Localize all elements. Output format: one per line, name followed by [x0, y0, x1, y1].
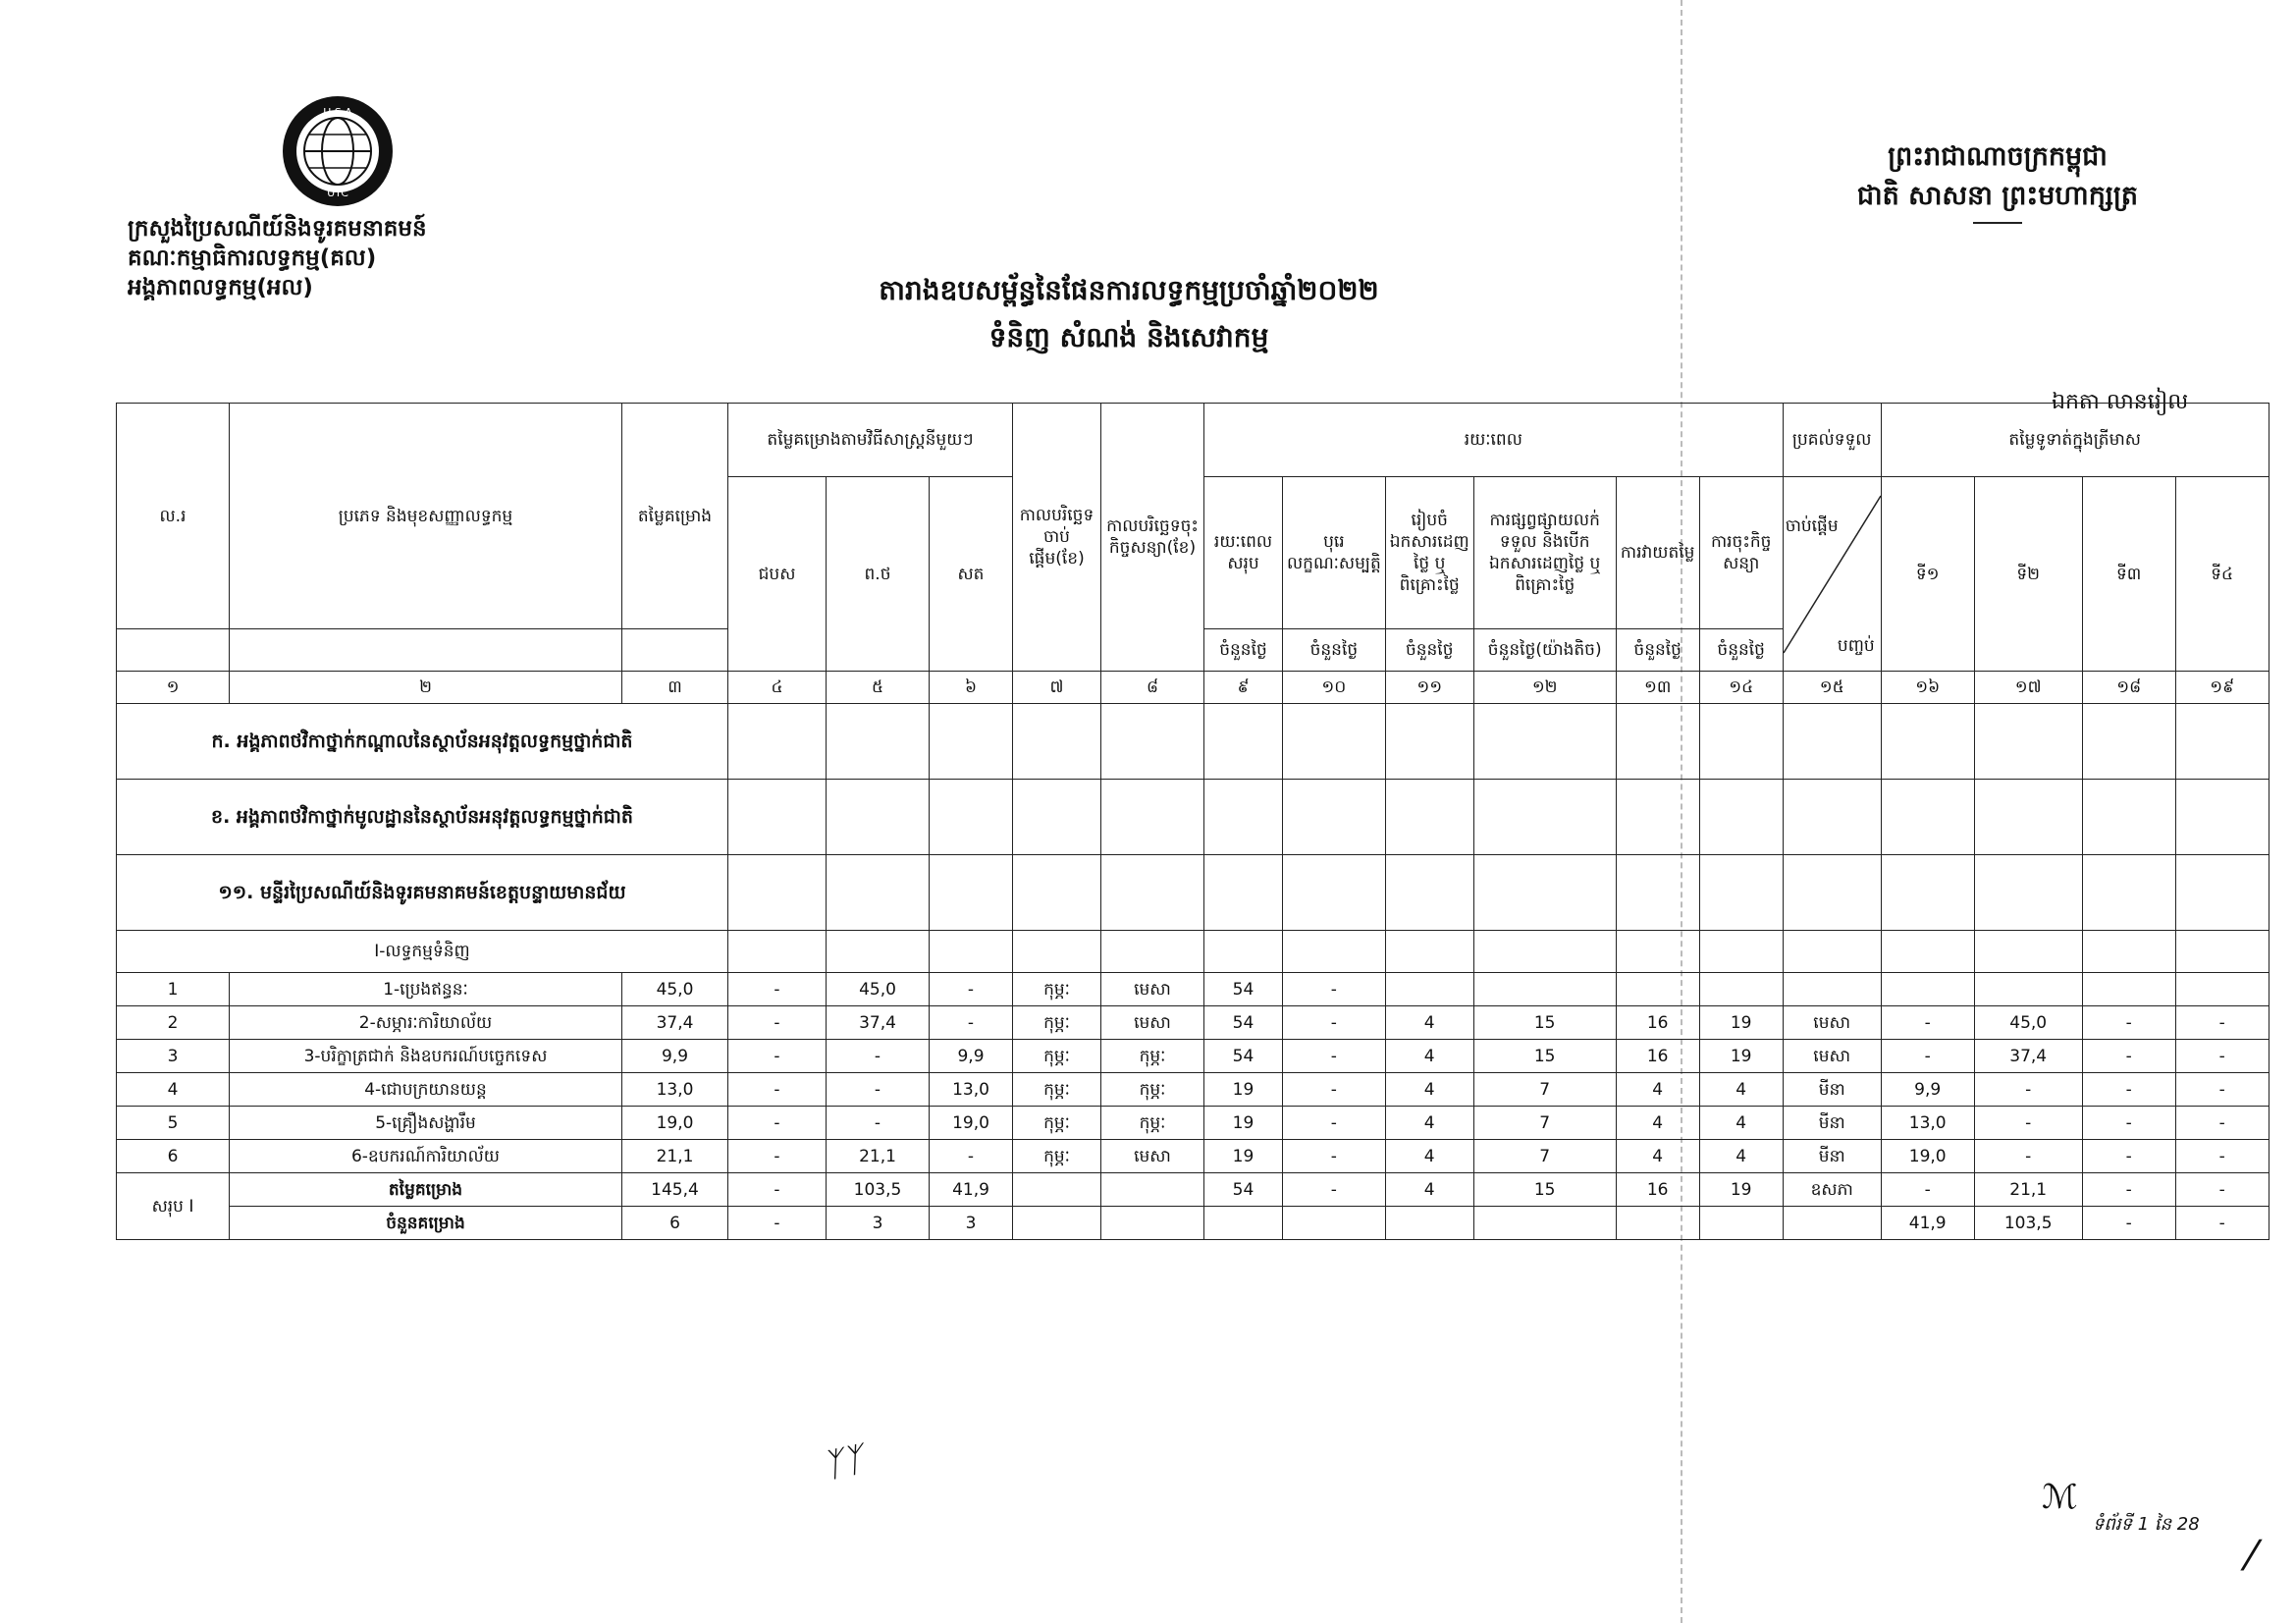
row-advert-days: 7: [1473, 1073, 1616, 1107]
currency-unit: ឯកតា លានរៀល: [2052, 390, 2189, 414]
col-contract-date-header: កាលបរិច្ឆេទចុះកិច្ចសន្យា(ខែ): [1101, 404, 1204, 672]
days-label: ចំនួនថ្ងៃ: [1699, 629, 1783, 672]
col-total-duration-header: រយៈពេលសរុប: [1204, 477, 1283, 629]
row-method-1: -: [728, 1040, 827, 1073]
row-total-days: 19: [1204, 1107, 1283, 1140]
row-estimate: 45,0: [622, 973, 728, 1006]
row-method-3: 13,0: [930, 1073, 1013, 1107]
col-advertising-header: ការផ្សព្វផ្សាយលក់ ទទួល និងបើកឯកសារដេញថ្លៃ ឬ ពិគ្រោះថ្លៃ: [1473, 477, 1616, 629]
extra-q1: -: [1881, 1173, 1974, 1207]
row-eval-days: 16: [1616, 1006, 1699, 1040]
section-b11-row: [117, 855, 2269, 931]
row-q3: -: [2082, 1107, 2175, 1140]
summary-count-m1: -: [728, 1207, 827, 1240]
summary-estimate-m3: 41,9: [930, 1173, 1013, 1207]
row-name: 5-គ្រឿងសង្ហារឹម: [230, 1107, 622, 1140]
row-start: កុម្ភៈ: [1013, 1107, 1101, 1140]
title-line-2: ទំនិញ សំណង់ និងសេវាកម្ម: [988, 321, 1269, 353]
committee-name: គណៈកម្មាធិការលទ្ធកម្ម(គល): [128, 245, 377, 271]
row-prequal-days: -: [1283, 973, 1386, 1006]
kingdom-name: ព្រះរាជាណាចក្រកម្ពុជា: [1888, 141, 2108, 172]
row-prep-days: 4: [1385, 1040, 1473, 1073]
col-q1-header: ទី១: [1881, 477, 1974, 672]
row-start: កុម្ភៈ: [1013, 1073, 1101, 1107]
row-prep-days: 4: [1385, 1107, 1473, 1140]
col-quarter-group-header: តម្លៃទូទាត់ក្នុងត្រីមាស: [1881, 404, 2269, 477]
row-signing-days: 19: [1699, 1006, 1783, 1040]
col-number: ២: [230, 672, 622, 704]
row-advert-days: 15: [1473, 1006, 1616, 1040]
days-label: ចំនួនថ្ងៃ: [1616, 629, 1699, 672]
col-number: ៥: [827, 672, 930, 704]
row-name: 3-បរិក្ខាត្រជាក់ និងឧបករណ៍បច្ចេកទេស: [230, 1040, 622, 1073]
section-b-row: [117, 780, 2269, 855]
row-advert-days: [1473, 973, 1616, 1006]
row-q4: -: [2175, 1107, 2269, 1140]
row-q1: -: [1881, 1040, 1974, 1073]
row-name: 2-សម្ភារៈការិយាល័យ: [230, 1006, 622, 1040]
row-start: កុម្ភៈ: [1013, 1140, 1101, 1173]
col-method-group-header: តម្លៃគម្រោងតាមវិធីសាស្ត្រនីមួយៗ: [728, 404, 1013, 477]
row-contract: កុម្ភៈ: [1101, 1040, 1204, 1073]
col-blank: [117, 629, 230, 672]
row-method-2: -: [827, 1107, 930, 1140]
table-row: [117, 1006, 2269, 1040]
row-no: 3: [117, 1040, 230, 1073]
row-signing-days: 4: [1699, 1140, 1783, 1173]
row-eval-days: [1616, 973, 1699, 1006]
row-estimate: 13,0: [622, 1073, 728, 1107]
row-name: 4-ជោបក្រយានយន្ត: [230, 1073, 622, 1107]
row-delivery: មេសា: [1783, 1040, 1881, 1073]
row-prep-days: 4: [1385, 1006, 1473, 1040]
row-method-3: 9,9: [930, 1040, 1013, 1073]
row-q4: -: [2175, 1140, 2269, 1173]
col-number: ១៩: [2175, 672, 2269, 704]
col-delivery-start-end: [1783, 477, 1881, 672]
row-signing-days: 4: [1699, 1073, 1783, 1107]
extra-total-days: 54: [1204, 1173, 1283, 1207]
summary-estimate-label: តម្លៃគម្រោង: [230, 1173, 622, 1207]
row-prequal-days: -: [1283, 1006, 1386, 1040]
col-number: ១៧: [1974, 672, 2082, 704]
row-q2: [1974, 973, 2082, 1006]
row-contract: មេសា: [1101, 1006, 1204, 1040]
row-q1: 9,9: [1881, 1073, 1974, 1107]
row-start: កុម្ភៈ: [1013, 973, 1101, 1006]
row-method-2: 45,0: [827, 973, 930, 1006]
row-start: កុម្ភៈ: [1013, 1040, 1101, 1073]
summary-count-q4: -: [2175, 1207, 2269, 1240]
group-title: I-លទ្ធកម្មទំនិញ: [117, 931, 728, 973]
svg-text:U·S·A: U·S·A: [323, 106, 352, 119]
col-blank: [230, 629, 622, 672]
summary-label: សរុប I: [117, 1173, 230, 1240]
row-q1: -: [1881, 1006, 1974, 1040]
days-label: ចំនួនថ្ងៃ: [1283, 629, 1386, 672]
summary-row-count: [117, 1207, 2269, 1240]
col-type-header: ប្រភេទ និងមុខសញ្ញាលទ្ធកម្ម: [230, 404, 622, 629]
row-delivery: មីនា: [1783, 1140, 1881, 1173]
col-q3-header: ទី៣: [2082, 477, 2175, 672]
section-b-title: ខ. អង្គភាពថវិកាថ្នាក់មូលដ្ឋាននៃស្ថាប័នអនុវត្តលទ្ធកម្មថ្នាក់ជាតិ: [117, 780, 728, 855]
delivery-start-label: ចាប់ផ្តើម: [1785, 515, 1839, 536]
col-method-2-header: ព.ថ: [827, 477, 930, 672]
row-method-3: -: [930, 973, 1013, 1006]
row-q2: -: [1974, 1073, 2082, 1107]
row-q2: 37,4: [1974, 1040, 2082, 1073]
col-number: ៦: [930, 672, 1013, 704]
row-contract: កុម្ភៈ: [1101, 1073, 1204, 1107]
row-method-1: -: [728, 973, 827, 1006]
row-eval-days: 16: [1616, 1040, 1699, 1073]
summary-row-estimate: [117, 1173, 2269, 1207]
row-total-days: 19: [1204, 1140, 1283, 1173]
row-method-1: -: [728, 1107, 827, 1140]
row-q4: -: [2175, 1006, 2269, 1040]
row-estimate: 21,1: [622, 1140, 728, 1173]
row-method-2: -: [827, 1073, 930, 1107]
col-number: ១៣: [1616, 672, 1699, 704]
ministry-name: ក្រសួងប្រៃសណីយ៍និងទូរគមនាគមន៍: [128, 216, 427, 242]
row-no: 2: [117, 1006, 230, 1040]
table-row: [117, 1073, 2269, 1107]
extra-prequal-days: -: [1283, 1173, 1386, 1207]
row-method-2: 21,1: [827, 1140, 930, 1173]
motto-divider: [1973, 222, 2022, 224]
col-number: ១៨: [2082, 672, 2175, 704]
row-prequal-days: -: [1283, 1140, 1386, 1173]
kingdom-motto: [1836, 137, 2160, 224]
row-contract: មេសា: [1101, 973, 1204, 1006]
row-method-2: 37,4: [827, 1006, 930, 1040]
extra-q3: -: [2082, 1173, 2175, 1207]
row-estimate: 19,0: [622, 1107, 728, 1140]
row-contract: កុម្ភៈ: [1101, 1107, 1204, 1140]
extra-prep-days: 4: [1385, 1173, 1473, 1207]
extra-q2: 21,1: [1974, 1173, 2082, 1207]
row-name: 1-ប្រេងឥន្ធនៈ: [230, 973, 622, 1006]
row-advert-days: 7: [1473, 1107, 1616, 1140]
row-q4: -: [2175, 1040, 2269, 1073]
table-row: [117, 1040, 2269, 1073]
page-number: ទំព័រទី 1 នៃ 28: [2093, 1514, 2200, 1535]
section-b11-title: ១១. មន្ទីរប្រៃសណីយ៍និងទូរគមនាគមន៍ខេត្តបន្ទាយមានជ័យ: [117, 855, 728, 931]
row-eval-days: 4: [1616, 1107, 1699, 1140]
row-signing-days: 4: [1699, 1107, 1783, 1140]
row-delivery: មេសា: [1783, 1006, 1881, 1040]
col-number: ១២: [1473, 672, 1616, 704]
unit-name: អង្គភាពលទ្ធកម្ម(អល): [128, 275, 313, 300]
table-row: [117, 1140, 2269, 1173]
col-number: ៣: [622, 672, 728, 704]
row-prequal-days: -: [1283, 1107, 1386, 1140]
row-total-days: 54: [1204, 973, 1283, 1006]
delivery-end-label: បញ្ចប់: [1837, 635, 1875, 656]
svg-text:UTC: UTC: [327, 187, 348, 199]
ministry-heading: [128, 214, 427, 302]
col-number: ១០: [1283, 672, 1386, 704]
col-number: ១៤: [1699, 672, 1783, 704]
summary-count-q1: 41,9: [1881, 1207, 1974, 1240]
col-no-header: ល.រ: [117, 404, 230, 629]
summary-count-m3: 3: [930, 1207, 1013, 1240]
col-method-3-header: សត: [930, 477, 1013, 672]
col-number: ១៦: [1881, 672, 1974, 704]
document-title: [687, 267, 1571, 361]
extra-q4: -: [2175, 1173, 2269, 1207]
summary-count-q3: -: [2082, 1207, 2175, 1240]
col-number: ៧: [1013, 672, 1101, 704]
row-no: 6: [117, 1140, 230, 1173]
ministry-logo: [280, 93, 396, 209]
col-q4-header: ទី៤: [2175, 477, 2269, 672]
col-number: ១១: [1385, 672, 1473, 704]
initials-signature: ᛉᛉ: [819, 1439, 867, 1487]
row-q2: 45,0: [1974, 1006, 2082, 1040]
extra-signing-days: 19: [1699, 1173, 1783, 1207]
extra-advert-days: 15: [1473, 1173, 1616, 1207]
col-evaluation-header: ការវាយតម្លៃ: [1616, 477, 1699, 629]
initials-signature-2: ℳ: [2042, 1478, 2078, 1517]
row-method-3: 19,0: [930, 1107, 1013, 1140]
row-advert-days: 15: [1473, 1040, 1616, 1073]
row-method-2: -: [827, 1040, 930, 1073]
row-q4: -: [2175, 1073, 2269, 1107]
row-delivery: [1783, 973, 1881, 1006]
summary-count-label: ចំនួនគម្រោង: [230, 1207, 622, 1240]
row-total-days: 54: [1204, 1040, 1283, 1073]
corner-mark: ⁄: [2248, 1532, 2256, 1580]
table-row: [117, 973, 2269, 1006]
summary-estimate-m1: -: [728, 1173, 827, 1207]
row-method-3: -: [930, 1140, 1013, 1173]
row-no: 4: [117, 1073, 230, 1107]
row-start: កុម្ភៈ: [1013, 1006, 1101, 1040]
procurement-plan-table: [116, 403, 2269, 1240]
row-delivery: មីនា: [1783, 1107, 1881, 1140]
col-number: ៤: [728, 672, 827, 704]
row-name: 6-ឧបករណ៍ការិយាល័យ: [230, 1140, 622, 1173]
row-method-1: -: [728, 1006, 827, 1040]
row-signing-days: [1699, 973, 1783, 1006]
extra-eval-days: 16: [1616, 1173, 1699, 1207]
days-label: ចំនួនថ្ងៃ: [1385, 629, 1473, 672]
row-contract: មេសា: [1101, 1140, 1204, 1173]
days-min-label: ចំនួនថ្ងៃ(យ៉ាងតិច): [1473, 629, 1616, 672]
row-q2: -: [1974, 1140, 2082, 1173]
col-contract-signing-header: ការចុះកិច្ចសន្យា: [1699, 477, 1783, 629]
row-prep-days: [1385, 973, 1473, 1006]
col-blank: [622, 629, 728, 672]
row-signing-days: 19: [1699, 1040, 1783, 1073]
summary-count-q2: 103,5: [1974, 1207, 2082, 1240]
col-q2-header: ទី២: [1974, 477, 2082, 672]
row-q3: -: [2082, 1006, 2175, 1040]
row-q2: -: [1974, 1107, 2082, 1140]
row-no: 5: [117, 1107, 230, 1140]
row-eval-days: 4: [1616, 1073, 1699, 1107]
table-row: [117, 1107, 2269, 1140]
col-number: ១៥: [1783, 672, 1881, 704]
row-q1: 13,0: [1881, 1107, 1974, 1140]
row-q3: [2082, 973, 2175, 1006]
summary-count-total: 6: [622, 1207, 728, 1240]
row-q1: [1881, 973, 1974, 1006]
row-q3: -: [2082, 1040, 2175, 1073]
col-prequalification-header: បុរេលក្ខណៈសម្បត្តិ: [1283, 477, 1386, 629]
row-total-days: 19: [1204, 1073, 1283, 1107]
row-method-1: -: [728, 1073, 827, 1107]
column-number-row: [117, 672, 2269, 704]
group-row: [117, 931, 2269, 973]
summary-count-m2: 3: [827, 1207, 930, 1240]
col-delivery-header: ប្រគល់ទទួល: [1783, 404, 1881, 477]
row-eval-days: 4: [1616, 1140, 1699, 1173]
col-number: ១: [117, 672, 230, 704]
row-q1: 19,0: [1881, 1140, 1974, 1173]
row-q4: [2175, 973, 2269, 1006]
col-number: ៨: [1101, 672, 1204, 704]
row-prequal-days: -: [1283, 1040, 1386, 1073]
row-method-1: -: [728, 1140, 827, 1173]
col-number: ៩: [1204, 672, 1283, 704]
row-prep-days: 4: [1385, 1073, 1473, 1107]
row-method-3: -: [930, 1006, 1013, 1040]
section-a-row: [117, 704, 2269, 780]
row-prep-days: 4: [1385, 1140, 1473, 1173]
col-bid-prep-header: រៀបចំឯកសារដេញថ្លៃ ឬ ពិគ្រោះថ្លៃ: [1385, 477, 1473, 629]
row-advert-days: 7: [1473, 1140, 1616, 1173]
summary-estimate-m2: 103,5: [827, 1173, 930, 1207]
row-q3: -: [2082, 1073, 2175, 1107]
col-method-1-header: ជបស: [728, 477, 827, 672]
row-delivery: មីនា: [1783, 1073, 1881, 1107]
row-prequal-days: -: [1283, 1073, 1386, 1107]
row-no: 1: [117, 973, 230, 1006]
row-total-days: 54: [1204, 1006, 1283, 1040]
section-a-title: ក. អង្គភាពថវិកាថ្នាក់កណ្តាលនៃស្ថាប័នអនុវត្តលទ្ធកម្មថ្នាក់ជាតិ: [117, 704, 728, 780]
title-line-1: តារាងឧបសម្ព័ន្ធនៃផែនការលទ្ធកម្មប្រចាំឆ្នាំ២០២២: [879, 274, 1379, 306]
col-start-date-header: កាលបរិច្ឆេទចាប់ផ្តើម(ខែ): [1013, 404, 1101, 672]
kingdom-motto-line: ជាតិ សាសនា ព្រះមហាក្សត្រ: [1856, 181, 2139, 211]
days-label: ចំនួនថ្ងៃ: [1204, 629, 1283, 672]
col-duration-group-header: រយៈពេល: [1204, 404, 1784, 477]
col-estimate-header: តម្លៃគម្រោង: [622, 404, 728, 629]
row-q3: -: [2082, 1140, 2175, 1173]
row-estimate: 9,9: [622, 1040, 728, 1073]
extra-delivery: ឧសភា: [1783, 1173, 1881, 1207]
row-estimate: 37,4: [622, 1006, 728, 1040]
summary-estimate-total: 145,4: [622, 1173, 728, 1207]
